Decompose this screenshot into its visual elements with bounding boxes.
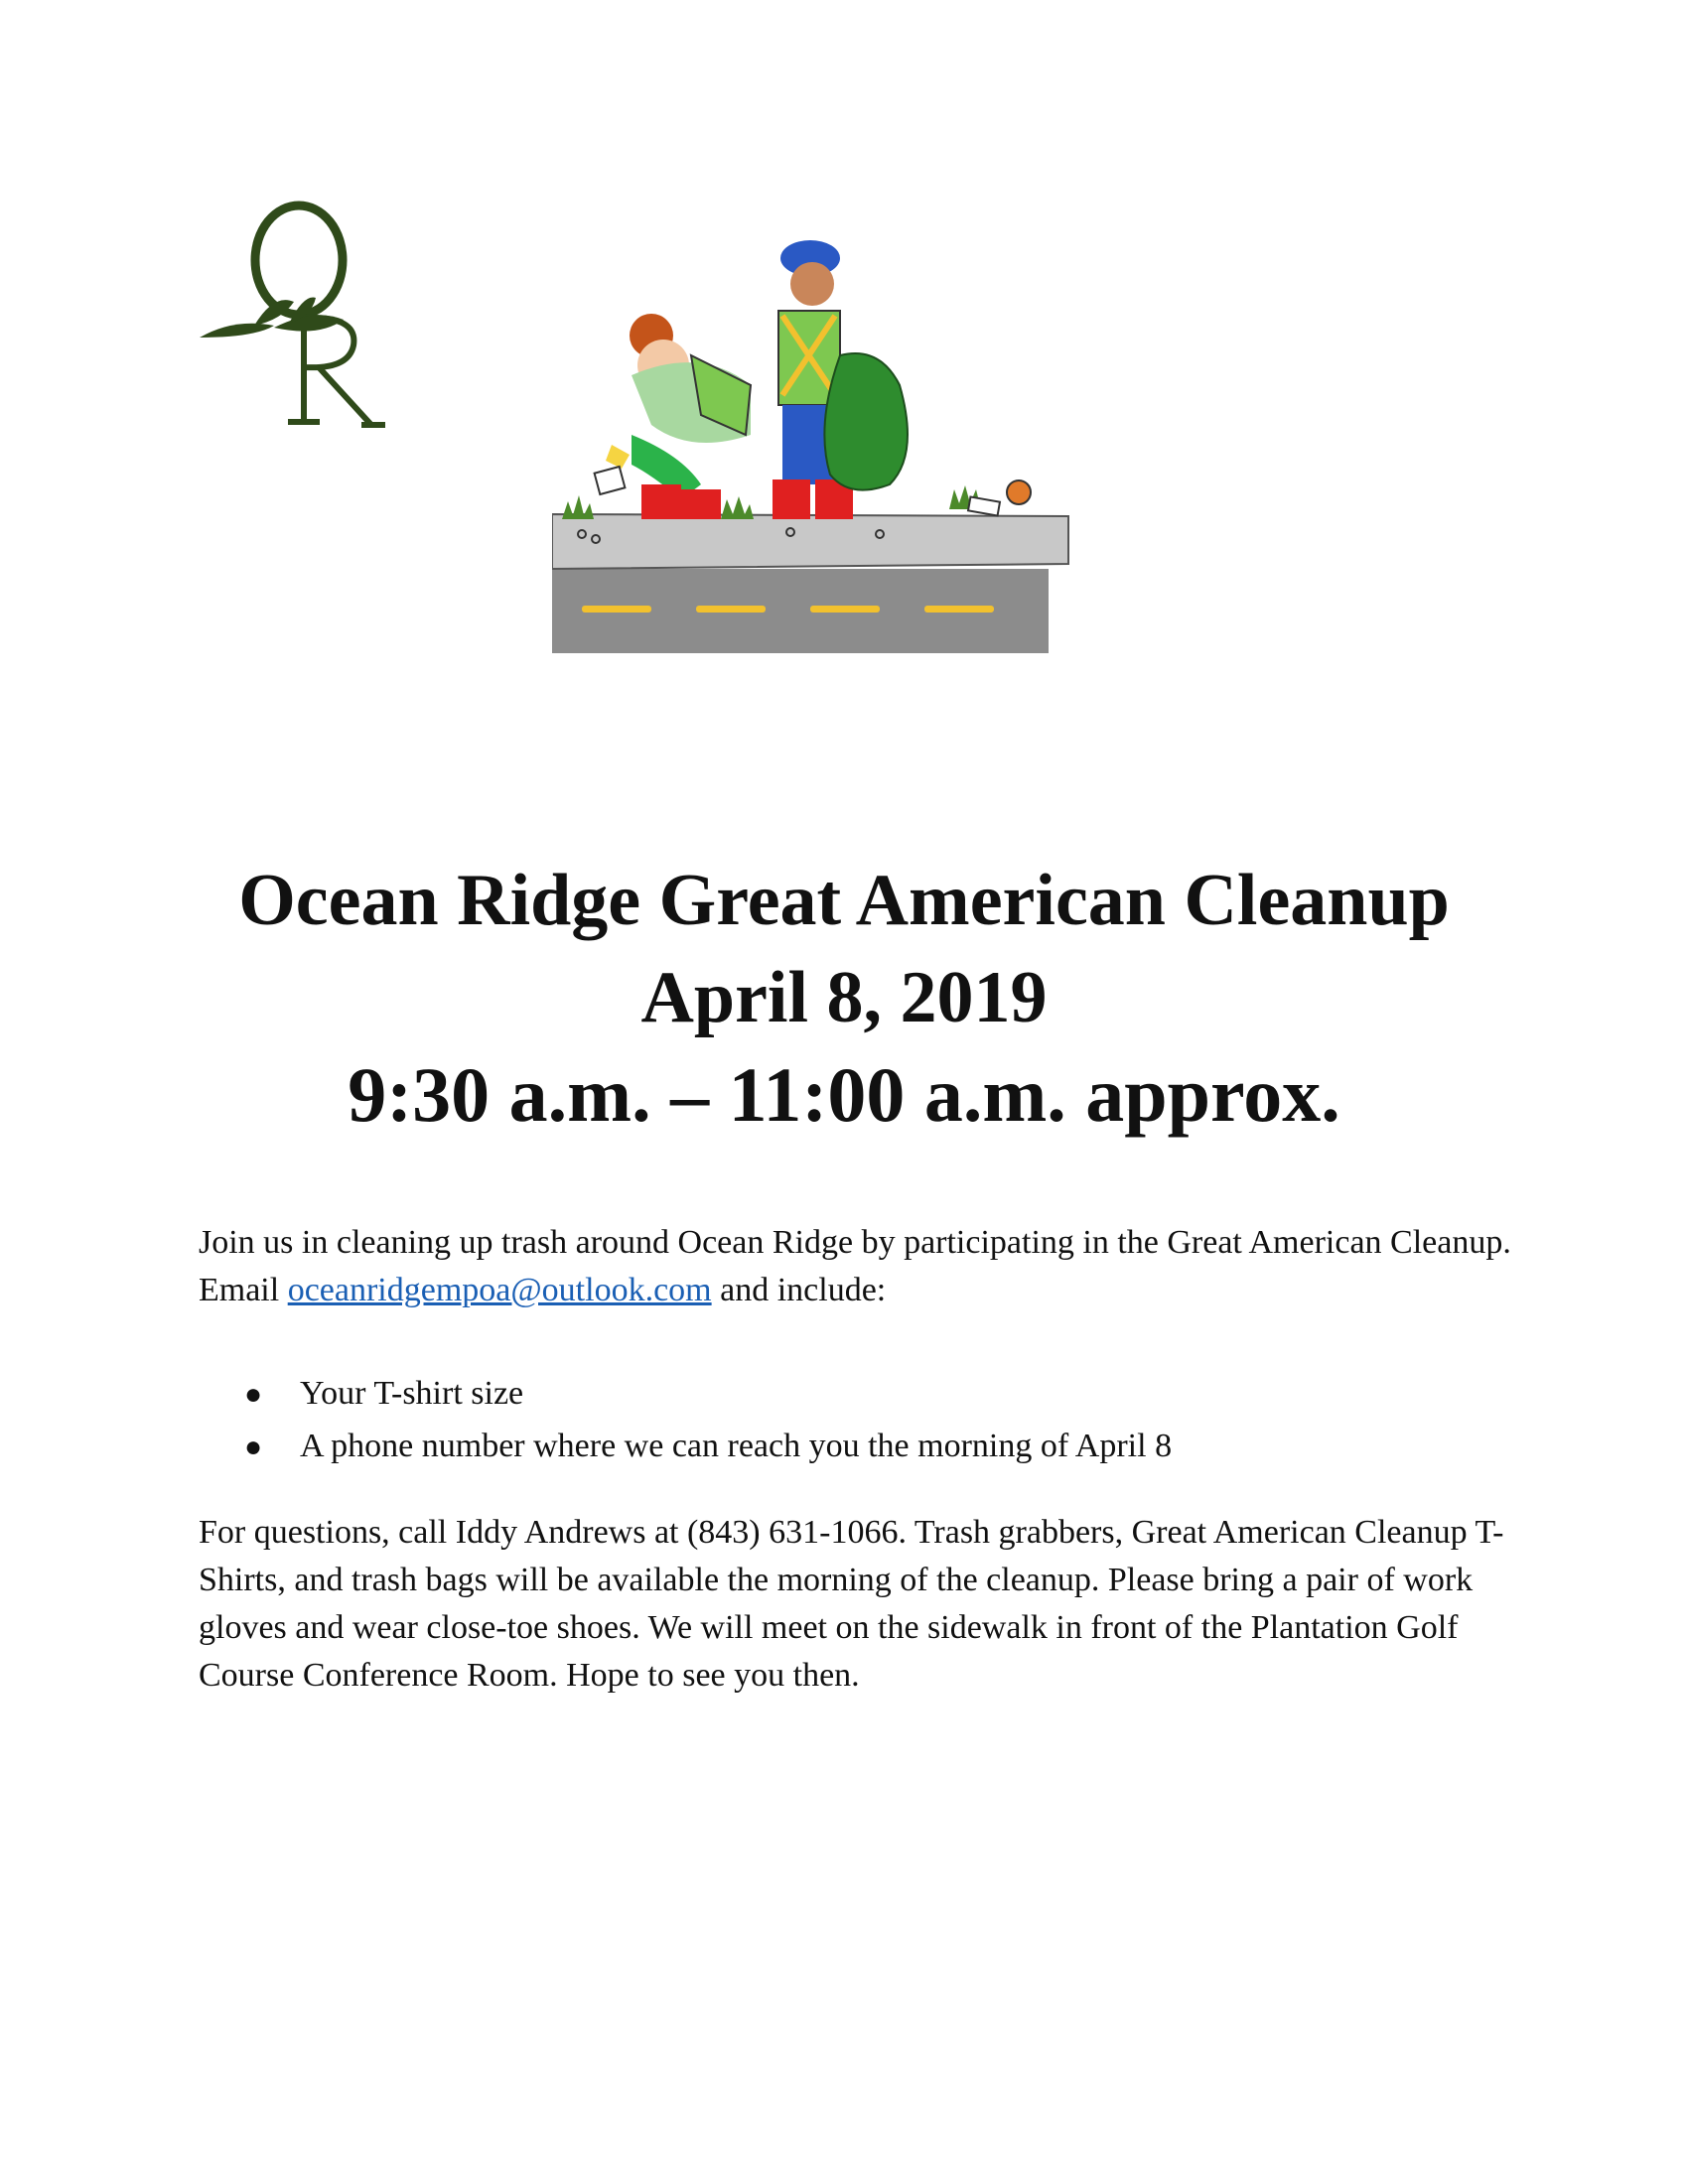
cleanup-illustration xyxy=(552,236,1078,653)
requirements-list xyxy=(244,1368,1172,1473)
event-headline xyxy=(0,852,1688,1144)
list-item xyxy=(244,1421,1172,1473)
intro-paragraph xyxy=(199,1219,1529,1314)
intro-text-end: and include: xyxy=(711,1272,887,1308)
bullet-icon: ● xyxy=(244,1431,263,1463)
list-item-text: A phone number where we can reach you the morning of April 8 xyxy=(300,1428,1173,1464)
bullet-icon: ● xyxy=(244,1378,263,1411)
ocean-ridge-logo xyxy=(195,199,403,437)
event-title: Ocean Ridge Great American Cleanup xyxy=(238,860,1450,941)
email-link[interactable]: oceanridgempoa@outlook.com xyxy=(287,1272,712,1308)
details-paragraph: For questions, call Iddy Andrews at (843) 631-1066. Trash grabbers, Great American Cleanup T-Shirts, and trash bags will be available the morning of the cleanup. Please bring a pair of work gloves and wear close-toe shoes. We will meet on the sidewalk in front of the Plantation Golf Course Conference Room. Hope to see you then. xyxy=(199,1514,1504,1694)
intro-text: Join us in cleaning up trash around Ocean Ridge by participating in the Great American Cleanup. Email xyxy=(199,1224,1511,1308)
event-time: 9:30 a.m. – 11:00 a.m. approx. xyxy=(348,1051,1340,1138)
list-item xyxy=(244,1368,1172,1421)
list-item-text: Your T-shirt size xyxy=(300,1375,524,1412)
event-date: April 8, 2019 xyxy=(640,957,1048,1038)
